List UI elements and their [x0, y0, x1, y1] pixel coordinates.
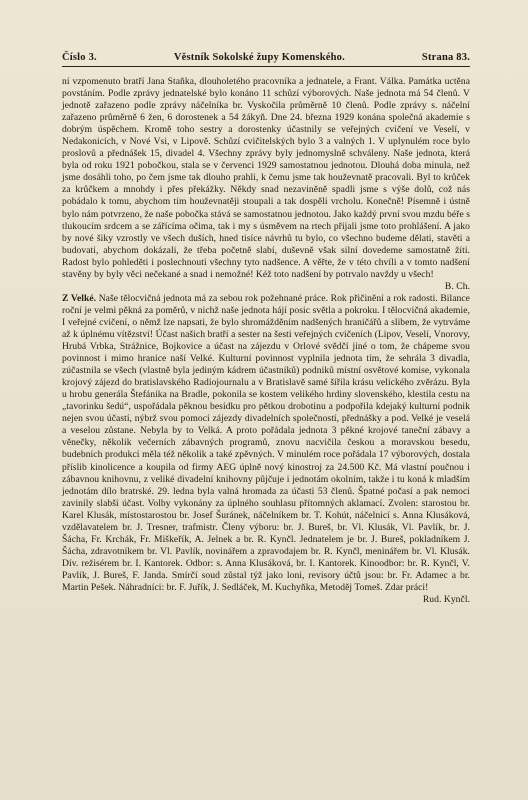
section2-text: Naše tělocvičná jednota má za sebou rok požehnané práce. Rok přičinění a rok radosti. Bilance roční je velmi pěkná za poměrů, v nichž naše jednota hájí posic světla a pokroku. I tělocvičná akademie, I veřejné cvičení, o němž lze napsati, že bylo shromážděním nadšených hraničářů a slibem, že vytrváme až k úplnému vítězství! Účast našich bratří a sester na šesti veřejných cvičeních (Lipov, Veselí, Vnorovy, Hrubá Vrbka, Strážnice, Bojkovice a účast na zájezdu v Orlové svědčí jiné o tom, že chápeme svou povinnost i mimo hranice naší Velké. Kulturní povinnost vyplnila jednota tím, že sehrála 3 divadla, zúčastnila se všech (vlastně byla jediným kádrem účastníků) podniků místní osvětové komise, vykonala krojový zájezd do bratislavského Radiojournalu a v Bratislavě samé šířila krásu velického zvěrázu. Byla u hrobu generála Štefánika na Bradle, pokonila se kostem velikého hrdiny slovenského, klestila cestu na „tavorinku šedú“, uspořádala pěknou besídku pro pětkou drobotinu a podpořila kdejaký kulturní podnik nejen svou účastí, nýbrž svou pomocí zájezdy divadelních společností, přednášky a pod. Velké je veselá a veselou zůstane. Nebyla by to Velká. A proto pořádala jednota 3 pěkné krojové taneční zábavy a věnečky, několik večerních zábavných programů, znovu nacvičila českou a moravskou besedu, budebních produkcí měla též několik a také zpěvných. V minulém roce pořádala 17 výborových, dostala příslib kinolicence a koupila od firmy AEG úplně nový kinostroj za 24.500 Kč. Má vlastní poučnou i zábavnou knihovnu, z veliké divadelní knihovny půjčuje i jednotám okolním, takže i tu koná k mladším jednotám dílo bratrské. 29. ledna byla valná hromada za účasti 53 členů. Špatné počasí a pak nemoci zavinily slabší účast. Volby vykonány za úplného souhlasu přítomných aklamací. Zvolen: starostou br. Karel Klusák, místostarostou br. Josef Šuránek, náčelníkem br. T. Kohút, náčelnicí s. Anna Klusáková, vzdělavatelem br. J. Tresner, trafmistr. Členy výboru: br. J. Bureš, br. Vl. Klusák, Vl. Pavlík, br. J. Šácha, Fr. Krchák, Fr. Miškeřík, A. Jelnek a br. R. Kynčl. Jednatelem je br. J. Bureš, pokladníkem J. Šácha, zdravotníkem br. Vl. Pavlík, novinářem a zpravodajem br. R. Kynčl, meninářem br. Vl. Klusák. Dív. režisérem br. I. Kantorek. Odbor: s. Anna Klusáková, br. I. Kantorek. Kinoodbor: br. R. Kynčl, V. Pavlík, J. Bureš, F. Janda. Smírčí soud zůstal týž jako loni, revisory účtů jsou: br. Fr. Adamec a br. Martin Pešek. Náhradníci: br. F. Juřík, J. Sedláček, M. Kuchyňka, Metoděj Tomeš. Zdar práci! [62, 292, 470, 593]
section2-heading: Z Velké. [62, 292, 97, 304]
section2-signature: Rud. Kynčl. [422, 594, 470, 606]
section2-paragraph [62, 293, 470, 594]
publication-title: Věstník Sokolské župy Komenského. [173, 52, 345, 63]
section1-paragraph: ní vzpomenuto bratří Jana Staňka, dlouholetého pracovníka a jednatele, a Frant. Válka. Památka uctěna povstáním. Podle zprávy jednatelské bylo konáno 11 schůzí výborových. Naše jednota má 54 členů. V jednotě zařazeno podle zprávy náčelníka br. Vyskočila průměrně 10 členů. Podle zprávy s. náčelní zařazeno průměrně 6 žen, 6 dorostenek a 54 žákyň. Dne 24. března 1929 konána společná akademie s dobrým úspěchem. Kromě toho sestry a dorostenky účastnily se veřejných cvičení ve Veselí, v Nedakonicích, v Nové Vsi, v Lipově. Schůzí cvičitelských bylo 3 a valných 1. V uplynulém roce bylo proslovů a přednášek 15, divadel 4. Všechny zprávy byly jednomyslně schváleny. Naše jednota, která byla od roku 1921 pobočkou, stala se v červenci 1929 samostatnou jednotou. Dlouhá doba minula, než jsme dosáhli toho, po čem jsme tak dlouho prahli, k čemu jsme tak houževnatě pracovali. Byl to krůček za krůčkem a mnohdy i přes překážky. Někdy snad nezaviněně spadli jsme s výše dolů, což nás pobádalo k tomu, abychom tím houževnatěji stoupali a tak dospěli vrcholu. Konečně! Písemně i ústně bylo nám potvrzeno, že naše pobočka stává se samostatnou jednotou. Jako každý první svou mzdu béře s tlukoucím srdcem a se zářícíma očima, tak i my s úsměvem na rtech přijali jsme toto prohlášení. A jako by nové šiky vzrostly ve všech duších, hned tisíce návrhů tu bylo, co všechno budeme dělati, stavěti a budovati, abychom dokázali, že třeba početně slabí, duševně však silní dovedeme samostatně žíti. Radost bylo pohleděti i poslechnouti všechny tyto nadšence. A věřte, že v této chvíli a v tomto nadšení stavěny by byly věci nečekané a snad i nemožné! Kéž toto nadšení by potrvalo navždy u všech! [62, 76, 470, 280]
issue-number: Číslo 3. [62, 52, 97, 63]
page-header [62, 52, 470, 67]
page-number: Strana 83. [421, 52, 470, 63]
article-body [62, 76, 470, 606]
section1-signature: B. Ch. [444, 280, 470, 292]
